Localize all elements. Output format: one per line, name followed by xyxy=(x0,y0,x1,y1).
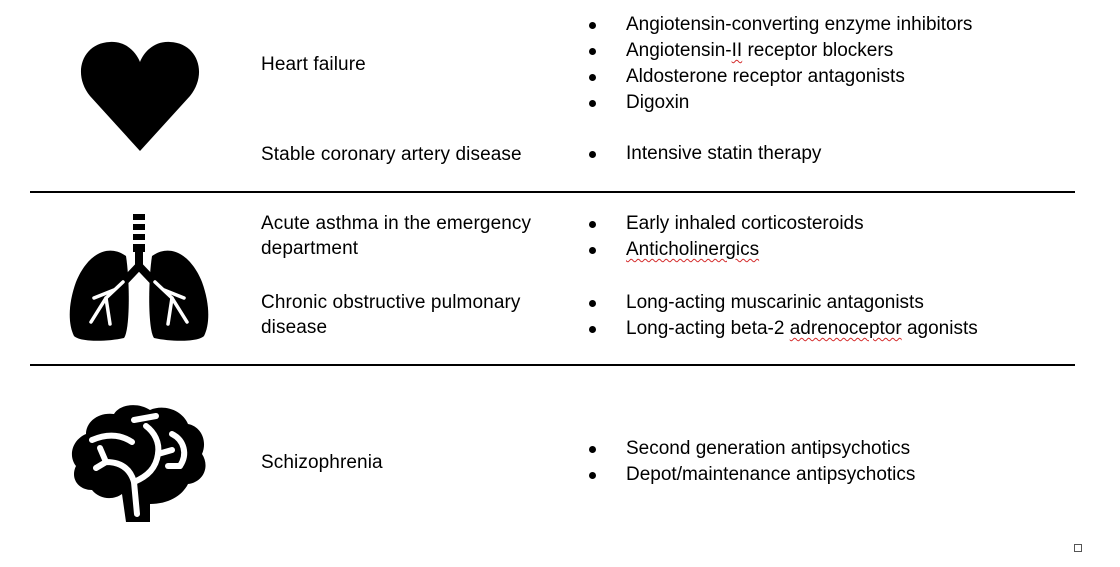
condition-schizophrenia: Schizophrenia xyxy=(261,452,383,473)
treatment-item: Depot/maintenance antipsychotics xyxy=(586,462,915,488)
brain-icon xyxy=(70,404,210,524)
treatment-item: Angiotensin-converting enzyme inhibitors xyxy=(586,12,972,38)
treatment-item: Angiotensin-II receptor blockers xyxy=(586,38,972,64)
treatment-list-stable-cad xyxy=(586,141,821,167)
treatment-item: Intensive statin therapy xyxy=(586,141,821,167)
treatment-list-copd xyxy=(586,290,978,342)
spellcheck-flag: II xyxy=(731,40,743,61)
condition-heart-failure: Heart failure xyxy=(261,54,366,75)
treatment-item: Digoxin xyxy=(586,90,972,116)
section-divider xyxy=(30,364,1075,366)
resize-handle[interactable] xyxy=(1074,544,1082,552)
treatment-list-heart-failure xyxy=(586,12,972,116)
treatment-item: Long-acting beta-2 adrenoceptor agonists xyxy=(586,316,978,342)
treatment-item: Early inhaled corticosteroids xyxy=(586,211,864,237)
lungs-icon xyxy=(66,212,212,344)
section-divider xyxy=(30,191,1075,193)
spellcheck-flag: Anticholinergics xyxy=(626,239,760,260)
spellcheck-flag: adrenoceptor xyxy=(789,318,902,339)
treatment-item xyxy=(586,237,864,263)
condition-copd: Chronic obstructive pulmonary disease xyxy=(261,292,521,338)
condition-acute-asthma: Acute asthma in the emergency department xyxy=(261,213,532,259)
condition-stable-cad: Stable coronary artery disease xyxy=(261,144,522,165)
treatment-item: Aldosterone receptor antagonists xyxy=(586,64,972,90)
treatment-item: Second generation antipsychotics xyxy=(586,436,915,462)
treatment-list-acute-asthma xyxy=(586,211,864,263)
heart-icon xyxy=(80,40,200,152)
treatment-list-schizophrenia xyxy=(586,436,915,488)
treatment-item: Long-acting muscarinic antagonists xyxy=(586,290,978,316)
